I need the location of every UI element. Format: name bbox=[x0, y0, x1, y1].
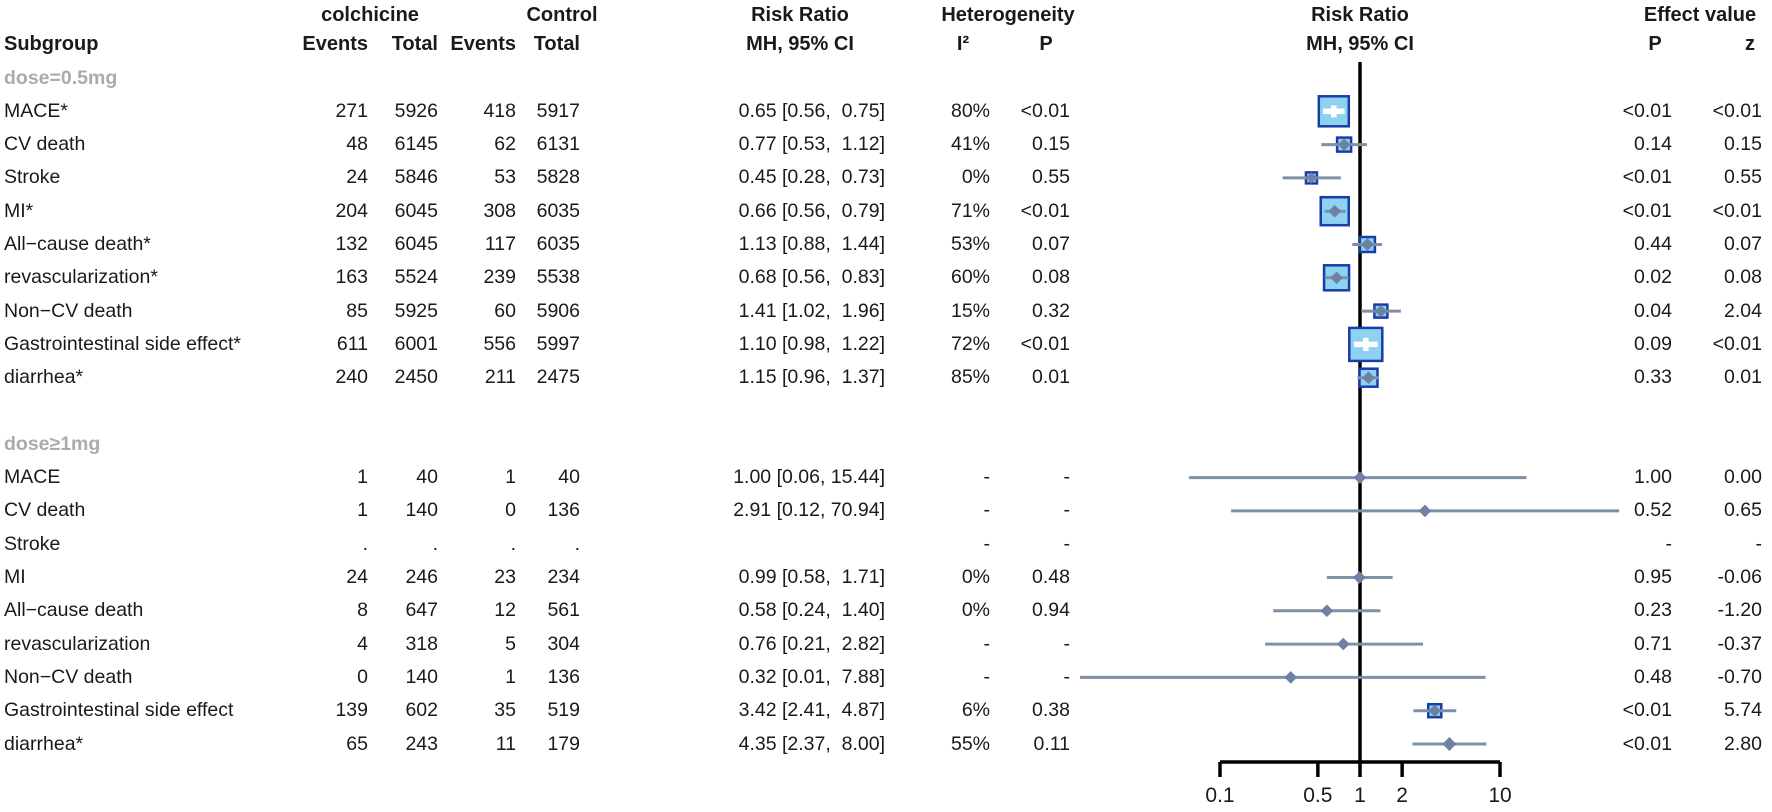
header-ctrl-events: Events bbox=[450, 33, 516, 55]
cell-ctrl-total: 304 bbox=[547, 632, 580, 655]
cell-colch-total: 140 bbox=[405, 499, 438, 522]
cell-het-p: 0.94 bbox=[1032, 599, 1070, 622]
cell-subgroup: Stroke bbox=[4, 532, 61, 555]
group-label: dose≥1mg bbox=[4, 432, 101, 455]
cell-colch-events: 0 bbox=[357, 665, 368, 688]
cell-i2: 53% bbox=[950, 233, 990, 255]
cell-ctrl-events: 211 bbox=[484, 366, 516, 389]
cell-i2: 85% bbox=[950, 366, 990, 389]
cell-i2: 0% bbox=[961, 599, 990, 622]
cell-ctrl-events: 5 bbox=[505, 632, 516, 655]
cell-rr-ci-text: 1.15 [0.96, 1.37] bbox=[738, 366, 885, 389]
cell-i2: 41% bbox=[950, 133, 990, 156]
cell-het-p: 0.11 bbox=[1033, 732, 1070, 755]
cell-effect-z: 0.07 bbox=[1724, 233, 1762, 255]
cell-het-p: 0.38 bbox=[1032, 699, 1070, 722]
cell-rr-ci-text: 0.68 [0.56, 0.83] bbox=[738, 266, 885, 289]
cell-colch-events: 4 bbox=[357, 632, 368, 655]
cell-subgroup: MI* bbox=[4, 199, 34, 222]
cell-colch-total: 40 bbox=[416, 466, 438, 489]
cell-effect-p: <0.01 bbox=[1622, 166, 1672, 189]
cell-ctrl-events: 556 bbox=[483, 332, 516, 355]
header-effect-z: z bbox=[1745, 33, 1755, 55]
header-colch-total: Total bbox=[391, 33, 438, 55]
cell-het-p: - bbox=[1063, 665, 1070, 688]
cell-subgroup: Gastrointestinal side effect bbox=[4, 699, 234, 722]
cell-effect-z: 0.55 bbox=[1724, 166, 1762, 189]
cell-colch-total: 318 bbox=[405, 632, 438, 655]
cell-ctrl-total: 6035 bbox=[536, 233, 580, 255]
cell-i2: - bbox=[983, 665, 990, 688]
forest-marker-diamond bbox=[1354, 572, 1365, 583]
header-heterogeneity: Heterogeneity bbox=[941, 4, 1075, 26]
header-plot-risk-ratio: Risk Ratio bbox=[1311, 4, 1409, 26]
cell-effect-p: 1.00 bbox=[1634, 466, 1672, 489]
cell-ctrl-events: . bbox=[510, 532, 516, 555]
header-ctrl-total: Total bbox=[533, 33, 580, 55]
cell-colch-events: 24 bbox=[346, 166, 368, 189]
forest-marker-diamond bbox=[1419, 505, 1430, 516]
cell-colch-total: 140 bbox=[405, 665, 438, 688]
cell-i2: 72% bbox=[950, 332, 990, 355]
cell-effect-z: <0.01 bbox=[1712, 199, 1762, 222]
cell-het-p: - bbox=[1063, 632, 1070, 655]
cell-colch-total: . bbox=[432, 532, 438, 555]
cell-colch-total: 647 bbox=[405, 599, 438, 622]
axis-tick-label: 0.5 bbox=[1303, 784, 1333, 807]
cell-effect-p: 0.71 bbox=[1634, 632, 1672, 655]
cell-colch-events: 611 bbox=[336, 332, 368, 355]
cell-rr-ci-text: 0.58 [0.24, 1.40] bbox=[738, 599, 885, 622]
cell-subgroup: diarrhea* bbox=[4, 732, 84, 755]
cell-het-p: 0.15 bbox=[1032, 133, 1070, 156]
cell-ctrl-total: 519 bbox=[547, 699, 580, 722]
cell-colch-events: 8 bbox=[357, 599, 368, 622]
cell-subgroup: revascularization bbox=[4, 632, 151, 655]
header-mh-ci: MH, 95% CI bbox=[746, 33, 854, 55]
cell-effect-z: -0.37 bbox=[1717, 632, 1762, 655]
forest-marker-diamond bbox=[1354, 472, 1365, 483]
cell-rr-ci-text: 0.76 [0.21, 2.82] bbox=[738, 632, 885, 655]
cell-ctrl-events: 1 bbox=[505, 665, 516, 688]
cell-colch-events: 271 bbox=[335, 99, 368, 122]
cell-ctrl-total: 5906 bbox=[536, 299, 580, 322]
header-het-p: P bbox=[1039, 33, 1053, 55]
cell-colch-total: 5925 bbox=[394, 299, 438, 322]
cell-colch-total: 6145 bbox=[394, 133, 438, 156]
cell-effect-z: 0.00 bbox=[1724, 466, 1762, 489]
cell-effect-p: <0.01 bbox=[1622, 699, 1672, 722]
cell-subgroup: All−cause death* bbox=[4, 233, 151, 255]
cell-i2: 60% bbox=[950, 266, 990, 289]
cell-ctrl-events: 60 bbox=[494, 299, 516, 322]
cell-ctrl-events: 35 bbox=[494, 699, 516, 722]
cell-effect-z: -0.70 bbox=[1717, 665, 1762, 688]
cell-ctrl-total: 6035 bbox=[536, 199, 580, 222]
cell-rr-ci-text: 1.10 [0.98, 1.22] bbox=[738, 332, 885, 355]
header-effect-value: Effect value bbox=[1643, 4, 1757, 26]
cell-ctrl-total: 136 bbox=[547, 499, 580, 522]
forest-marker-diamond bbox=[1321, 605, 1332, 616]
cell-ctrl-total: 6131 bbox=[536, 133, 580, 156]
cell-effect-z: 0.15 bbox=[1724, 133, 1762, 156]
cell-ctrl-events: 62 bbox=[494, 133, 516, 156]
cell-colch-events: 85 bbox=[346, 299, 368, 322]
cell-ctrl-events: 12 bbox=[494, 599, 516, 622]
forest-marker-diamond bbox=[1285, 672, 1296, 683]
cell-effect-z: 0.01 bbox=[1724, 366, 1762, 389]
cell-ctrl-events: 53 bbox=[494, 166, 516, 189]
cell-rr-ci-text: 0.99 [0.58, 1.71] bbox=[738, 566, 885, 588]
cell-effect-p: <0.01 bbox=[1622, 732, 1672, 755]
header-colchicine: colchicine bbox=[321, 4, 419, 26]
cell-effect-z: 2.04 bbox=[1724, 299, 1762, 322]
cell-effect-p: - bbox=[1665, 532, 1672, 555]
cell-effect-p: 0.44 bbox=[1634, 233, 1672, 255]
cell-effect-p: 0.09 bbox=[1634, 332, 1672, 355]
cell-subgroup: Stroke bbox=[4, 166, 61, 189]
cell-effect-p: 0.33 bbox=[1634, 366, 1672, 389]
cell-rr-ci-text: 1.00 [0.06, 15.44] bbox=[733, 466, 885, 489]
cell-i2: 15% bbox=[950, 299, 990, 322]
axis-tick-label: 2 bbox=[1396, 784, 1408, 807]
cell-ctrl-events: 1 bbox=[505, 466, 516, 489]
cell-effect-z: -1.20 bbox=[1717, 599, 1762, 622]
cell-ctrl-events: 23 bbox=[494, 566, 516, 588]
cell-ctrl-total: 5828 bbox=[536, 166, 580, 189]
cell-effect-p: <0.01 bbox=[1622, 199, 1672, 222]
cell-colch-total: 243 bbox=[405, 732, 438, 755]
cell-colch-events: 132 bbox=[335, 233, 368, 255]
cell-het-p: 0.08 bbox=[1032, 266, 1070, 289]
cell-ctrl-total: 136 bbox=[547, 665, 580, 688]
cell-effect-p: 0.23 bbox=[1634, 599, 1672, 622]
cell-effect-z: 0.08 bbox=[1724, 266, 1762, 289]
cell-het-p: 0.01 bbox=[1032, 366, 1070, 389]
cell-rr-ci-text: 1.41 [1.02, 1.96] bbox=[738, 299, 885, 322]
header-subgroup: Subgroup bbox=[4, 33, 99, 55]
cell-ctrl-total: 234 bbox=[547, 566, 580, 588]
cell-het-p: <0.01 bbox=[1020, 332, 1070, 355]
cell-ctrl-events: 239 bbox=[483, 266, 516, 289]
cell-subgroup: Non−CV death bbox=[4, 299, 133, 322]
cell-colch-total: 5846 bbox=[394, 166, 438, 189]
cell-effect-z: <0.01 bbox=[1712, 332, 1762, 355]
header-risk-ratio: Risk Ratio bbox=[751, 4, 849, 26]
cell-rr-ci-text: 0.32 [0.01, 7.88] bbox=[738, 665, 885, 688]
cell-i2: - bbox=[983, 466, 990, 489]
cell-het-p: <0.01 bbox=[1020, 99, 1070, 122]
cell-colch-events: 48 bbox=[346, 133, 368, 156]
cell-ctrl-total: 2475 bbox=[536, 366, 580, 389]
cell-rr-ci-text: 4.35 [2.37, 8.00] bbox=[738, 732, 885, 755]
cell-subgroup: revascularization* bbox=[4, 266, 158, 289]
cell-subgroup: MI bbox=[4, 566, 26, 588]
cell-i2: 71% bbox=[950, 199, 990, 222]
cell-subgroup: diarrhea* bbox=[4, 366, 84, 389]
cell-colch-total: 246 bbox=[405, 566, 438, 588]
cell-rr-ci-text: 0.77 [0.53, 1.12] bbox=[738, 133, 885, 156]
cell-het-p: <0.01 bbox=[1020, 199, 1070, 222]
cell-colch-total: 2450 bbox=[394, 366, 438, 389]
cell-ctrl-total: 561 bbox=[547, 599, 580, 622]
cell-effect-p: 0.95 bbox=[1634, 566, 1672, 588]
cell-ctrl-events: 117 bbox=[484, 233, 516, 255]
cell-het-p: - bbox=[1063, 499, 1070, 522]
cell-effect-z: 0.65 bbox=[1724, 499, 1762, 522]
header-plot-mh-ci: MH, 95% CI bbox=[1306, 33, 1414, 55]
cell-i2: - bbox=[983, 632, 990, 655]
cell-colch-events: 139 bbox=[335, 699, 368, 722]
cell-ctrl-total: 5538 bbox=[536, 266, 580, 289]
cell-colch-events: 24 bbox=[346, 566, 368, 588]
cell-subgroup: CV death bbox=[4, 499, 86, 522]
cell-ctrl-total: 40 bbox=[558, 466, 580, 489]
axis-tick-label: 0.1 bbox=[1205, 784, 1235, 807]
cell-het-p: 0.32 bbox=[1032, 299, 1070, 322]
cell-subgroup: All−cause death bbox=[4, 599, 144, 622]
header-i2: I² bbox=[956, 33, 970, 55]
cell-ctrl-total: 5917 bbox=[536, 99, 580, 122]
cell-ctrl-total: 179 bbox=[547, 732, 580, 755]
cell-i2: 80% bbox=[950, 99, 990, 122]
cell-effect-p: 0.48 bbox=[1634, 665, 1672, 688]
cell-i2: - bbox=[983, 499, 990, 522]
cell-ctrl-events: 11 bbox=[495, 732, 516, 755]
forest-marker-diamond bbox=[1338, 638, 1349, 649]
cell-rr-ci-text bbox=[665, 528, 885, 561]
cell-effect-p: <0.01 bbox=[1622, 99, 1672, 122]
cell-subgroup: MACE bbox=[4, 466, 61, 489]
cell-colch-events: 163 bbox=[335, 266, 368, 289]
cell-colch-total: 5926 bbox=[394, 99, 438, 122]
cell-effect-p: 0.04 bbox=[1634, 299, 1672, 322]
cell-het-p: - bbox=[1063, 466, 1070, 489]
cell-colch-events: . bbox=[362, 532, 368, 555]
cell-colch-total: 602 bbox=[405, 699, 438, 722]
cell-colch-total: 6045 bbox=[394, 199, 438, 222]
cell-colch-events: 1 bbox=[357, 466, 368, 489]
cell-colch-total: 6045 bbox=[394, 233, 438, 255]
cell-ctrl-events: 308 bbox=[483, 199, 516, 222]
cell-colch-events: 240 bbox=[335, 366, 368, 389]
cell-subgroup: CV death bbox=[4, 133, 86, 156]
cell-i2: 6% bbox=[961, 699, 990, 722]
cell-effect-z: - bbox=[1755, 532, 1762, 555]
cell-effect-z: -0.06 bbox=[1717, 566, 1762, 588]
cell-i2: 0% bbox=[961, 166, 990, 189]
cell-effect-p: 0.14 bbox=[1634, 133, 1672, 156]
cell-subgroup: MACE* bbox=[4, 99, 68, 122]
cell-i2: 0% bbox=[961, 566, 990, 588]
cell-ctrl-total: . bbox=[574, 532, 580, 555]
cell-ctrl-events: 0 bbox=[505, 499, 516, 522]
cell-effect-p: 0.02 bbox=[1634, 266, 1672, 289]
cell-het-p: - bbox=[1063, 532, 1070, 555]
cell-ctrl-events: 418 bbox=[483, 99, 516, 122]
header-effect-p: P bbox=[1648, 33, 1662, 55]
cell-subgroup: Non−CV death bbox=[4, 665, 133, 688]
cell-colch-total: 5524 bbox=[394, 266, 438, 289]
cell-rr-ci-text: 2.91 [0.12, 70.94] bbox=[733, 499, 885, 522]
cell-rr-ci-text: 3.42 [2.41, 4.87] bbox=[738, 699, 885, 722]
cell-ctrl-total: 5997 bbox=[536, 332, 580, 355]
cell-rr-ci-text: 1.13 [0.88, 1.44] bbox=[738, 233, 885, 255]
cell-rr-ci-text: 0.45 [0.28, 0.73] bbox=[738, 166, 885, 189]
cell-effect-p: 0.52 bbox=[1634, 499, 1672, 522]
axis-tick-label: 1 bbox=[1354, 784, 1366, 807]
cell-het-p: 0.48 bbox=[1032, 566, 1070, 588]
cell-effect-z: <0.01 bbox=[1712, 99, 1762, 122]
cell-colch-events: 204 bbox=[335, 199, 368, 222]
cell-rr-ci-text: 0.65 [0.56, 0.75] bbox=[738, 99, 885, 122]
cell-colch-events: 65 bbox=[346, 732, 368, 755]
cell-effect-z: 5.74 bbox=[1724, 699, 1762, 722]
header-colch-events: Events bbox=[302, 33, 368, 55]
header-control: Control bbox=[526, 4, 598, 26]
axis-tick-label: 10 bbox=[1488, 784, 1512, 807]
cell-subgroup: Gastrointestinal side effect* bbox=[4, 332, 242, 355]
cell-colch-events: 1 bbox=[357, 499, 368, 522]
cell-effect-z: 2.80 bbox=[1724, 732, 1762, 755]
cell-i2: - bbox=[983, 532, 990, 555]
forest-marker-diamond bbox=[1443, 738, 1456, 751]
cell-het-p: 0.07 bbox=[1032, 233, 1070, 255]
cell-colch-total: 6001 bbox=[394, 332, 438, 355]
cell-rr-ci-text: 0.66 [0.56, 0.79] bbox=[738, 199, 885, 222]
cell-i2: 55% bbox=[950, 732, 990, 755]
cell-het-p: 0.55 bbox=[1032, 166, 1070, 189]
group-label: dose=0.5mg bbox=[4, 66, 118, 89]
